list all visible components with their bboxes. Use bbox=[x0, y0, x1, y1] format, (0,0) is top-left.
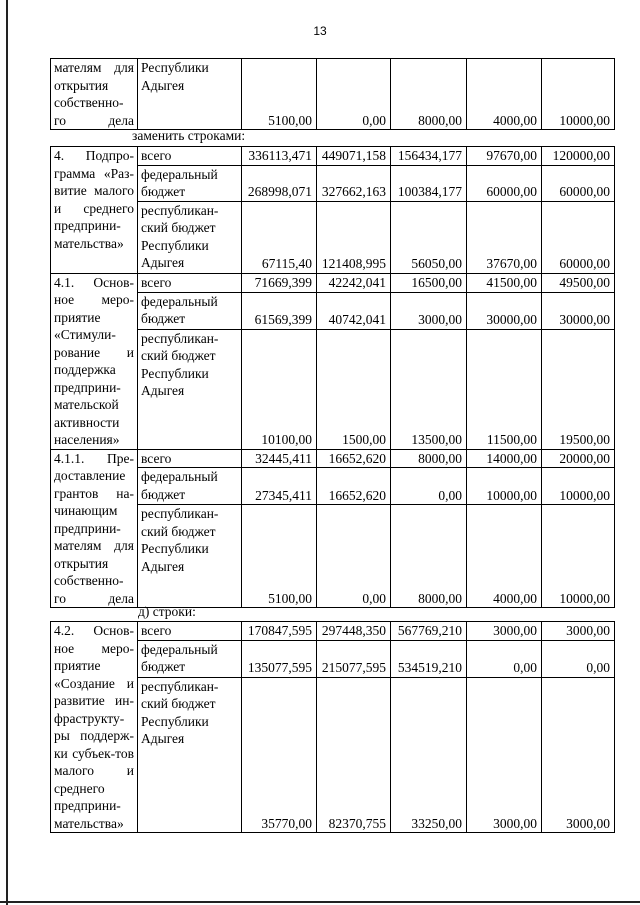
cell-value: 30000,00 bbox=[542, 292, 615, 329]
scan-edge-bottom bbox=[0, 901, 640, 903]
cell-value: 567769,210 bbox=[391, 622, 467, 641]
cell-value: 49500,00 bbox=[542, 273, 615, 292]
cell-source: всего bbox=[138, 622, 242, 641]
cell-value: 336113,471 bbox=[242, 147, 317, 166]
cell-value: 60000,00 bbox=[542, 165, 615, 201]
cell-name: 4.1.1. Пре-доставление грантов на-чинающим предприни-мателям для открытия собственно-го дела bbox=[51, 449, 138, 608]
cell-value: 156434,177 bbox=[391, 147, 467, 166]
cell-value: 170847,595 bbox=[242, 622, 317, 641]
cell-value: 3000,00 bbox=[542, 622, 615, 641]
cell-source: республикан-ский бюджет Республики Адыгея bbox=[138, 677, 242, 832]
cell-value: 11500,00 bbox=[467, 329, 542, 449]
cell-value: 16500,00 bbox=[391, 273, 467, 292]
cell-value: 30000,00 bbox=[467, 292, 542, 329]
cell-value: 0,00 bbox=[391, 468, 467, 505]
cell-source: федеральный бюджет bbox=[138, 640, 242, 677]
instruction-note: заменить строками: bbox=[132, 128, 246, 143]
cell-value: 33250,00 bbox=[391, 677, 467, 832]
cell-source: всего bbox=[138, 449, 242, 468]
cell-value: 120000,00 bbox=[542, 147, 615, 166]
cell-value: 0,00 bbox=[317, 59, 391, 130]
table-row bbox=[51, 622, 615, 641]
cell-value: 3000,00 bbox=[391, 292, 467, 329]
table-replacement bbox=[50, 146, 615, 608]
table-lines bbox=[50, 621, 615, 833]
cell-value: 27345,411 bbox=[242, 468, 317, 505]
cell-value: 56050,00 bbox=[391, 201, 467, 273]
cell-value: 215077,595 bbox=[317, 640, 391, 677]
cell-name: 4.1. Основ-ное меро-приятие «Стимули-рование и поддержка предприни-мательской активности населения» bbox=[51, 273, 138, 449]
cell-value: 3000,00 bbox=[467, 677, 542, 832]
cell-value: 97670,00 bbox=[467, 147, 542, 166]
cell-value: 5100,00 bbox=[242, 505, 317, 608]
cell-value: 10000,00 bbox=[467, 468, 542, 505]
cell-value: 20000,00 bbox=[542, 449, 615, 468]
scan-edge-left bbox=[6, 0, 8, 905]
cell-value: 42242,041 bbox=[317, 273, 391, 292]
cell-value: 135077,595 bbox=[242, 640, 317, 677]
cell-value: 40742,041 bbox=[317, 292, 391, 329]
cell-value: 10000,00 bbox=[542, 468, 615, 505]
cell-value: 60000,00 bbox=[467, 165, 542, 201]
table-row bbox=[51, 273, 615, 292]
cell-value: 4000,00 bbox=[467, 505, 542, 608]
cell-value: 100384,177 bbox=[391, 165, 467, 201]
cell-value: 268998,071 bbox=[242, 165, 317, 201]
cell-value: 3000,00 bbox=[542, 677, 615, 832]
cell-value: 10100,00 bbox=[242, 329, 317, 449]
cell-value: 14000,00 bbox=[467, 449, 542, 468]
cell-value: 37670,00 bbox=[467, 201, 542, 273]
cell-value: 0,00 bbox=[542, 640, 615, 677]
cell-source: республикан-ский бюджет Республики Адыгея bbox=[138, 329, 242, 449]
cell-name: 4.2. Основ-ное меро-приятие «Создание и развитие ин-фраструкту-ры поддерж-ки субъек-тов малого и среднего предприни-мательства» bbox=[51, 622, 138, 833]
cell-value: 3000,00 bbox=[467, 622, 542, 641]
table-row bbox=[51, 59, 615, 130]
cell-value: 0,00 bbox=[317, 505, 391, 608]
cell-value: 534519,210 bbox=[391, 640, 467, 677]
instruction-note: д) строки: bbox=[138, 604, 196, 619]
cell-value: 13500,00 bbox=[391, 329, 467, 449]
cell-value: 5100,00 bbox=[242, 59, 317, 130]
cell-value: 8000,00 bbox=[391, 59, 467, 130]
page-number: 13 bbox=[313, 24, 327, 38]
cell-value: 60000,00 bbox=[542, 201, 615, 273]
cell-value: 297448,350 bbox=[317, 622, 391, 641]
cell-source: федеральный бюджет bbox=[138, 292, 242, 329]
cell-value: 121408,995 bbox=[317, 201, 391, 273]
cell-value: 8000,00 bbox=[391, 449, 467, 468]
cell-source: федеральный бюджет bbox=[138, 165, 242, 201]
cell-source: республикан-ский бюджет Республики Адыгея bbox=[138, 505, 242, 608]
cell-value: 35770,00 bbox=[242, 677, 317, 832]
cell-value: 41500,00 bbox=[467, 273, 542, 292]
cell-source: всего bbox=[138, 273, 242, 292]
cell-value: 71669,399 bbox=[242, 273, 317, 292]
cell-value: 32445,411 bbox=[242, 449, 317, 468]
cell-source: федеральный бюджет bbox=[138, 468, 242, 505]
cell-source: всего bbox=[138, 147, 242, 166]
cell-value: 82370,755 bbox=[317, 677, 391, 832]
cell-value: 16652,620 bbox=[317, 449, 391, 468]
cell-value: 10000,00 bbox=[542, 59, 615, 130]
cell-value: 16652,620 bbox=[317, 468, 391, 505]
cell-value: 19500,00 bbox=[542, 329, 615, 449]
table-row bbox=[51, 147, 615, 166]
cell-value: 67115,40 bbox=[242, 201, 317, 273]
table-row bbox=[51, 449, 615, 468]
cell-value: 8000,00 bbox=[391, 505, 467, 608]
table-continuation bbox=[50, 58, 615, 130]
cell-name: мателям для открытия собственно-го дела bbox=[51, 59, 138, 130]
cell-source: Республики Адыгея bbox=[138, 59, 242, 130]
cell-value: 327662,163 bbox=[317, 165, 391, 201]
cell-value: 1500,00 bbox=[317, 329, 391, 449]
cell-value: 10000,00 bbox=[542, 505, 615, 608]
cell-value: 449071,158 bbox=[317, 147, 391, 166]
cell-name: 4. Подпро-грамма «Раз-витие малого и среднего предприни-мательства» bbox=[51, 147, 138, 274]
cell-value: 0,00 bbox=[467, 640, 542, 677]
cell-source: республикан-ский бюджет Республики Адыгея bbox=[138, 201, 242, 273]
cell-value: 4000,00 bbox=[467, 59, 542, 130]
cell-value: 61569,399 bbox=[242, 292, 317, 329]
